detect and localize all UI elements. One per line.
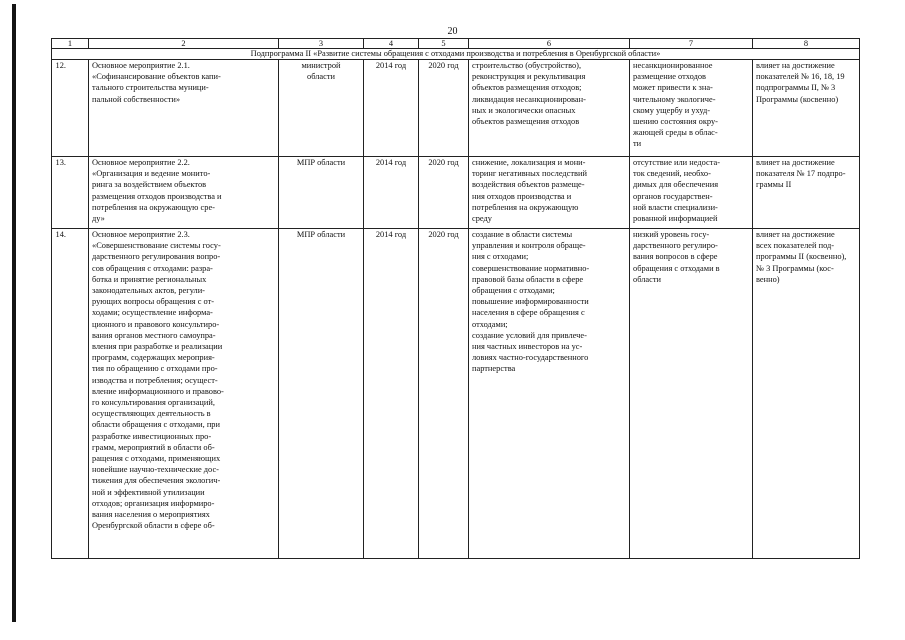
cell-line: объектов размещения отходов; [472,83,582,93]
consequences-cell [630,229,753,559]
cell-line: жающей среды в облас- [633,128,718,138]
cell-line: ния с отходами; [472,252,529,262]
column-number: 2 [89,39,279,49]
cell-line: «Софинансирование объектов капи- [92,72,221,82]
cell-line: обращения с отходами; [472,286,555,296]
table-row [52,229,860,559]
cell-line: отходов; организация информиро- [92,498,215,508]
cell-line: ти [633,139,642,149]
cell-line: области [633,274,661,284]
cell-line: отходами; [472,319,508,329]
cell-line: воздействия объектов размеще- [472,180,585,190]
cell-line: программы II (косвенно), [756,252,847,262]
activity-cell [89,157,279,229]
page-number: 20 [447,26,458,37]
cell-line: разработке инвестиционных про- [92,431,212,441]
column-number: 4 [364,39,419,49]
cell-line: вление информационного и правово- [92,386,224,396]
cell-line: влияет на достижение [756,61,835,70]
start-year-cell: 2014 год [364,229,419,559]
cell-line: тижения для обеспечения экологич- [92,476,221,486]
cell-line: отсутствие или недоста- [633,158,720,167]
cell-line: МПР области [296,158,346,167]
consequences-cell [630,60,753,157]
cell-line: обращения с отходами в [633,263,720,273]
cell-line: ток сведений, необхо- [633,169,711,179]
scan-edge-bar [12,4,16,622]
cell-line: изводства и потребления; осущест- [92,375,218,385]
cell-line: вания вопросов в сфере [633,252,718,262]
cell-line: повышение информированности [472,297,589,307]
expected-result-cell [469,229,630,559]
cell-line: ликвидация несанкционирован- [472,94,586,104]
cell-line: потребления на окружающую [472,202,579,212]
cell-line: сов обращения с отходами: разра- [92,263,213,273]
cell-line: Программы (косвенно) [756,94,839,104]
cell-line: осуществляющих деятельность в [92,409,211,419]
cell-line: ных и экологически опасных [472,105,576,115]
cell-line: законодательных актов, регули- [92,286,205,296]
cell-line: дарственного регулиро- [633,241,718,251]
column-number-row [52,39,860,49]
cell-line: ловиях частно-государственного [472,353,589,363]
cell-line: рованной информацией [633,214,718,224]
cell-line: торинг негативных последствий [472,169,587,179]
cell-line: № 3 Программы (кос- [756,263,834,273]
cell-line: шению состояния окру- [633,117,718,127]
expected-result-cell [469,60,630,157]
row-number: 14. [52,229,89,559]
column-number: 3 [279,39,364,49]
cell-line: создание условий для привлече- [472,330,587,340]
row-number: 13. [52,157,89,229]
cell-line: вления при разработке и реализации [92,342,223,352]
consequences-cell [630,157,753,229]
cell-line: органов государствен- [633,191,713,201]
cell-line: Оренбургской области в сфере об- [92,521,215,531]
cell-line: вания органов местного самоупра- [92,330,216,340]
cell-line: показателей № 16, 18, 19 [756,72,845,82]
cell-line: ращения с отходами, применяющих [92,454,221,464]
cell-line: потребления на окружающую сре- [92,202,215,212]
cell-line: дарственного регулирования вопро- [92,252,221,262]
cell-line: МПР области [296,230,346,239]
cell-line: пальной собственности» [92,94,181,104]
cell-line: тия по обращению с отходами про- [92,364,218,374]
cell-line: ду» [92,214,105,224]
cell-line: венно) [756,274,780,284]
cell-line: ботка и принятие региональных [92,274,207,284]
cell-line: вания населения о мероприятиях [92,510,210,520]
indicators-cell [753,60,860,157]
cell-line: реконструкция и рекультивация [472,72,586,82]
cell-line: ной и эффективной утилизации [92,487,205,497]
cell-line: создание в области системы [472,230,573,239]
start-year-cell: 2014 год [364,60,419,157]
subprogram-row [52,49,860,60]
cell-line: го консультирования организаций, [92,398,215,408]
column-number: 8 [753,39,860,49]
cell-line: граммы II [756,180,792,190]
cell-line: управления и контроля обраще- [472,241,586,251]
cell-line: грамм, мероприятий в области об- [92,442,215,452]
cell-line: области обращения с отходами, при [92,420,220,430]
table-row [52,157,860,229]
end-year-cell: 2020 год [419,60,469,157]
cell-line: правовой базы области в сфере [472,274,584,284]
cell-line: низкий уровень госу- [633,230,710,239]
column-number: 1 [52,39,89,49]
column-number: 5 [419,39,469,49]
subprogram-title: Подпрограмма II «Развитие системы обращения с отходами производства и потребления в Оренбургской области» [52,49,860,60]
cell-line: может привести к зна- [633,83,713,93]
cell-line: димых для обеспечения [633,180,719,190]
cell-line: влияет на достижение [756,230,835,239]
executor-cell [279,60,364,157]
activity-cell [89,229,279,559]
cell-line: влияет на достижение [756,158,835,167]
cell-line: «Совершенствование системы госу- [92,241,221,251]
cell-line: тального строительства муници- [92,83,209,93]
indicators-cell [753,157,860,229]
cell-line: размещения отходов производства и [92,191,222,201]
cell-line: скому ущербу и ухуд- [633,105,711,115]
cell-line: области [307,72,335,82]
cell-line: ния частных инвесторов на ус- [472,342,583,352]
activity-cell [89,60,279,157]
cell-line: партнерства [472,364,516,374]
cell-line: Основное мероприятие 2.3. [92,230,190,239]
cell-line: Основное мероприятие 2.2. [92,158,190,167]
column-number: 6 [469,39,630,49]
column-number: 7 [630,39,753,49]
cell-line: среду [472,214,492,224]
cell-line: ния отходов производства и [472,191,572,201]
end-year-cell: 2020 год [419,229,469,559]
end-year-cell: 2020 год [419,157,469,229]
cell-line: рующих вопросы обращения с от- [92,297,215,307]
cell-line: всех показателей под- [756,241,835,251]
row-number: 12. [52,60,89,157]
executor-cell [279,157,364,229]
cell-line: ринга за воздействием объектов [92,180,207,190]
indicators-cell [753,229,860,559]
cell-line: показателя № 17 подпро- [756,169,846,179]
cell-line: подпрограммы II, № 3 [756,83,836,93]
cell-line: объектов размещения отходов [472,117,580,127]
cell-line: ной власти специализи- [633,202,718,212]
cell-line: несанкционированное [633,61,713,70]
table-row [52,60,860,157]
cell-line: строительство (обустройство), [472,61,582,70]
cell-line: размещение отходов [633,72,707,82]
cell-line: ходами; осуществление информа- [92,308,213,318]
expected-result-cell [469,157,630,229]
cell-line: чительному экологиче- [633,94,716,104]
cell-line: Основное мероприятие 2.1. [92,61,190,70]
activities-table [51,38,860,559]
cell-line: «Организация и ведение монито- [92,169,211,179]
cell-line: совершенствование нормативно- [472,263,590,273]
cell-line: населения в сфере обращения с [472,308,585,318]
cell-line: снижение, локализация и мони- [472,158,586,167]
cell-line: ционного и правового консультиро- [92,319,220,329]
cell-line: министрой [301,61,341,70]
executor-cell [279,229,364,559]
cell-line: программ, содержащих мероприя- [92,353,215,363]
cell-line: новейшие научно-технические дос- [92,465,219,475]
start-year-cell: 2014 год [364,157,419,229]
